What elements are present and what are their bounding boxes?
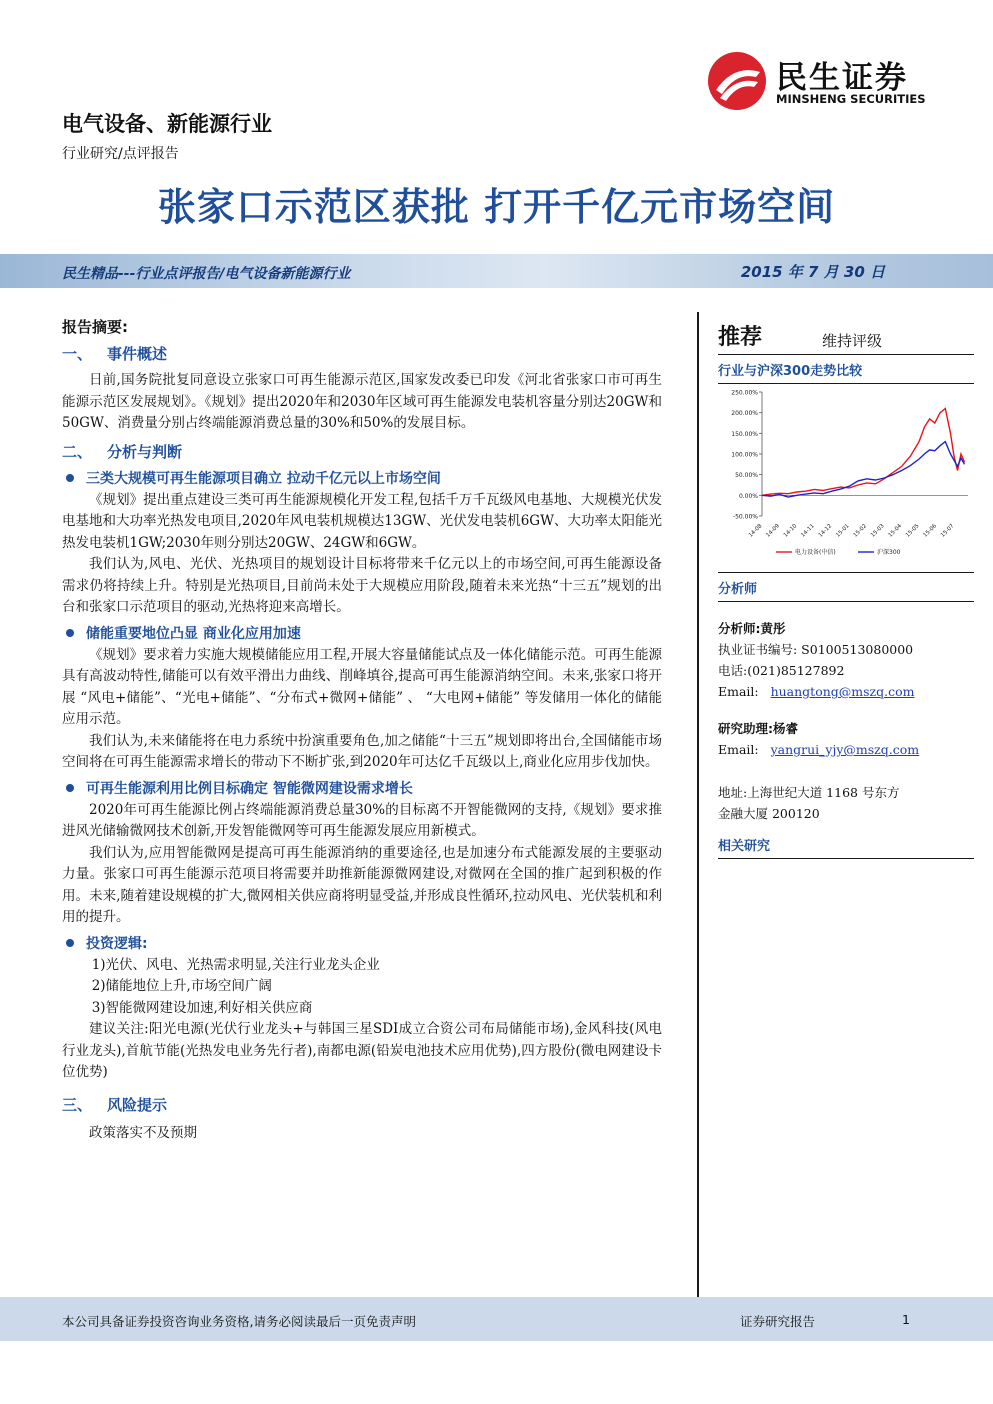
- section-number: 二、: [62, 442, 93, 461]
- list-item: 2)储能地位上升,市场空间广阔: [91, 978, 272, 994]
- list-item: 3)智能微网建设加速,利好相关供应商: [91, 999, 313, 1016]
- analyst-block: [718, 618, 974, 702]
- brand-logo: [706, 50, 941, 112]
- paragraph: 《规划》提出重点建设三类可再生能源规模化开发工程,包括千万千瓦级风电基地、大规模光伏发电基地和大功率光热发电项目,2020年风电装机规模达13GW、光伏发电装机6GW、大功率太阳能光热发电装机1GW;2030年则分别达20GW、24GW和6GW。: [62, 491, 662, 551]
- y-tick-label: -50.00%: [732, 513, 758, 521]
- related-heading: 相关研究: [718, 830, 974, 859]
- rating: 推荐: [718, 325, 763, 350]
- x-tick-label: 15-06: [922, 523, 938, 539]
- analyst-cert: 执业证书编号: S0100513080000: [718, 642, 914, 657]
- bullet-heading-text: 储能重要地位凸显 商业化应用加速: [86, 625, 301, 642]
- column-divider: [697, 312, 699, 1322]
- email-label: Email:: [718, 684, 759, 699]
- address-line: 金融大厦 200120: [718, 806, 820, 821]
- section-title: 事件概述: [107, 345, 168, 363]
- bullet-heading-text: 三类大规模可再生能源项目确立 拉动千亿元以上市场空间: [86, 470, 441, 487]
- paragraph: 我们认为,未来储能将在电力系统中扮演重要角色,加之储能“十三五”规划即将出台,全国储能市场空间将在可再生能源需求增长的带动下不断扩张,到2020年可达亿千瓦级以上,商业化应用步伐加快。: [62, 732, 662, 770]
- section-title: 风险提示: [107, 1095, 168, 1114]
- y-tick-label: 250.00%: [731, 389, 758, 397]
- email-link[interactable]: huangtong@mszq.com: [770, 684, 915, 699]
- assistant-email: [718, 739, 974, 760]
- paragraph: 《规划》要求着力实施大规模储能应用工程,开展大容量储能试点及一体化储能示范。可再生能源具有高波动特性,储能可以有效平滑出力曲线、削峰填谷,提高可再生能源消纳空间。未来,张家口将开展 “风电+储能”、“光电+储能”、“分布式+微网+储能” 、 “大电网+储能” 等发储用一体化的储能应用示范。: [62, 646, 662, 727]
- x-tick-label: 15-01: [835, 523, 851, 539]
- y-tick-label: 200.00%: [731, 410, 758, 418]
- x-tick-label: 14-10: [782, 523, 799, 539]
- x-tick-label: 14-12: [817, 523, 834, 539]
- bullet-heading: [62, 623, 662, 643]
- paragraph: 日前,国务院批复同意设立张家口可再生能源示范区,国家发改委已印发《河北省张家口市可再生能源示范区发展规划》。《规划》提出2020年和2030年区域可再生能源发电装机容量分别达20GW和50GW、消费量分别占终端能源消费总量的30%和50%的发展目标。: [62, 372, 662, 431]
- y-tick-label: 0.00%: [738, 492, 758, 500]
- section-heading-2: [62, 441, 662, 462]
- x-tick-label: 15-05: [904, 523, 921, 539]
- summary-title: 报告摘要:: [62, 318, 128, 336]
- paragraph: 我们认为,风电、光伏、光热项目的规划设计目标将带来千亿元以上的市场空间,可再生能源设备需求仍将持续上升。特别是光热项目,目前尚未处于大规模应用阶段,随着未来光热“十三五”规划的出台和张家口示范项目的驱动,光热将迎来高增长。: [62, 556, 662, 615]
- list-item: 1)光伏、风电、光热需求明显,关注行业龙头企业: [91, 956, 380, 973]
- report-date: 2015 年 7 月 30 日: [740, 263, 885, 281]
- x-tick-label: 15-03: [870, 523, 886, 539]
- report-type: 行业研究/点评报告: [62, 146, 179, 162]
- paragraph: 建议关注:阳光电源(光伏行业龙头+与韩国三星SDI成立合资公司布局储能市场),金风科技(风电行业龙头),首航节能(光热发电业务先行者),南都电源(铅炭电池技术应用优势),四方股份(微电网建设卡位优势): [62, 1021, 662, 1080]
- email-label: Email:: [718, 742, 759, 757]
- sidebar: [718, 318, 974, 859]
- page-number: 1: [902, 1312, 910, 1327]
- y-tick-label: 50.00%: [735, 472, 758, 480]
- main-content: [62, 316, 662, 1144]
- bullet-heading: [62, 778, 662, 798]
- email-link[interactable]: yangrui_yjy@mszq.com: [770, 742, 920, 757]
- banner-series-label: 民生精品---行业点评报告/电气设备新能源行业: [62, 266, 351, 282]
- footer-report-label: 证券研究报告: [740, 1314, 816, 1329]
- paragraph: 我们认为,应用智能微网是提高可再生能源消纳的重要途径,也是加速分布式能源发展的主要驱动力量。张家口可再生能源示范项目将需要并助推新能源微网建设,对微网在全国的推广起到积极的作用。未来,随着建设规模的扩大,微网相关供应商将明显受益,并形成良性循环,拉动风电、光伏装机和利用的提升。: [62, 844, 662, 925]
- x-tick-label: 15-04: [887, 523, 904, 539]
- y-tick-label: 150.00%: [731, 430, 758, 438]
- trend-chart: [718, 384, 974, 562]
- rating-row: [718, 318, 974, 355]
- series-line-2: [762, 442, 965, 497]
- legend-label: 电力设备(中信): [795, 549, 836, 556]
- disclaimer-text: 本公司具备证券投资咨询业务资格,请务必阅读最后一页免责声明: [62, 1314, 416, 1329]
- minsheng-logo-icon: [706, 50, 768, 112]
- industry-label: 电气设备、新能源行业: [62, 112, 272, 136]
- assistant-name: 研究助理:杨睿: [718, 721, 798, 736]
- section-number: 一、: [62, 345, 93, 363]
- footer: [0, 1297, 993, 1341]
- address-block: [718, 782, 974, 824]
- chart-heading: 行业与沪深300走势比较: [718, 355, 974, 384]
- logo-text-en: MINSHENG SECURITIES: [776, 92, 926, 106]
- x-tick-label: 15-02: [852, 523, 869, 539]
- section-heading-3: [62, 1094, 662, 1115]
- bullet-heading-text: 可再生能源利用比例目标确定 智能微网建设需求增长: [86, 780, 413, 797]
- bullet-heading: [62, 468, 662, 488]
- bullet-heading: [62, 933, 662, 953]
- address-line: 地址:上海世纪大道 1168 号东方: [718, 785, 900, 800]
- x-tick-label: 14-08: [747, 523, 764, 539]
- bullet-dot-icon: [66, 939, 74, 947]
- legend-label: 沪深300: [877, 549, 901, 556]
- page-title: 张家口示范区获批 打开千亿元市场空间: [157, 185, 836, 229]
- x-tick-label: 15-07: [939, 523, 956, 539]
- bullet-dot-icon: [66, 784, 74, 792]
- x-tick-label: 14-11: [800, 523, 816, 539]
- analyst-name: 分析师:黄彤: [718, 621, 786, 636]
- rating-sub: 维持评级: [822, 332, 883, 350]
- series-line-1: [762, 409, 965, 496]
- section-number: 三、: [62, 1095, 93, 1114]
- assistant-block: [718, 718, 974, 760]
- y-tick-label: 100.00%: [731, 451, 758, 459]
- section-heading-1: [62, 343, 662, 364]
- bullet-heading-text: 投资逻辑:: [86, 935, 148, 952]
- logo-text-cn: 民生证券: [776, 60, 908, 96]
- header-banner: [0, 254, 993, 288]
- section-title: 分析与判断: [107, 442, 183, 461]
- analyst-heading: 分析师: [718, 572, 974, 602]
- bullet-dot-icon: [66, 629, 74, 637]
- analyst-tel: 电话:(021)85127892: [718, 663, 845, 678]
- analyst-email: [718, 681, 974, 702]
- paragraph: 政策落实不及预期: [89, 1124, 197, 1141]
- bullet-dot-icon: [66, 474, 74, 482]
- paragraph: 2020年可再生能源比例占终端能源消费总量30%的目标离不开智能微网的支持,《规划》要求推进风光储输微网技术创新,开发智能微网等可再生能源发展应用新模式。: [62, 801, 662, 839]
- x-tick-label: 14-09: [765, 523, 781, 539]
